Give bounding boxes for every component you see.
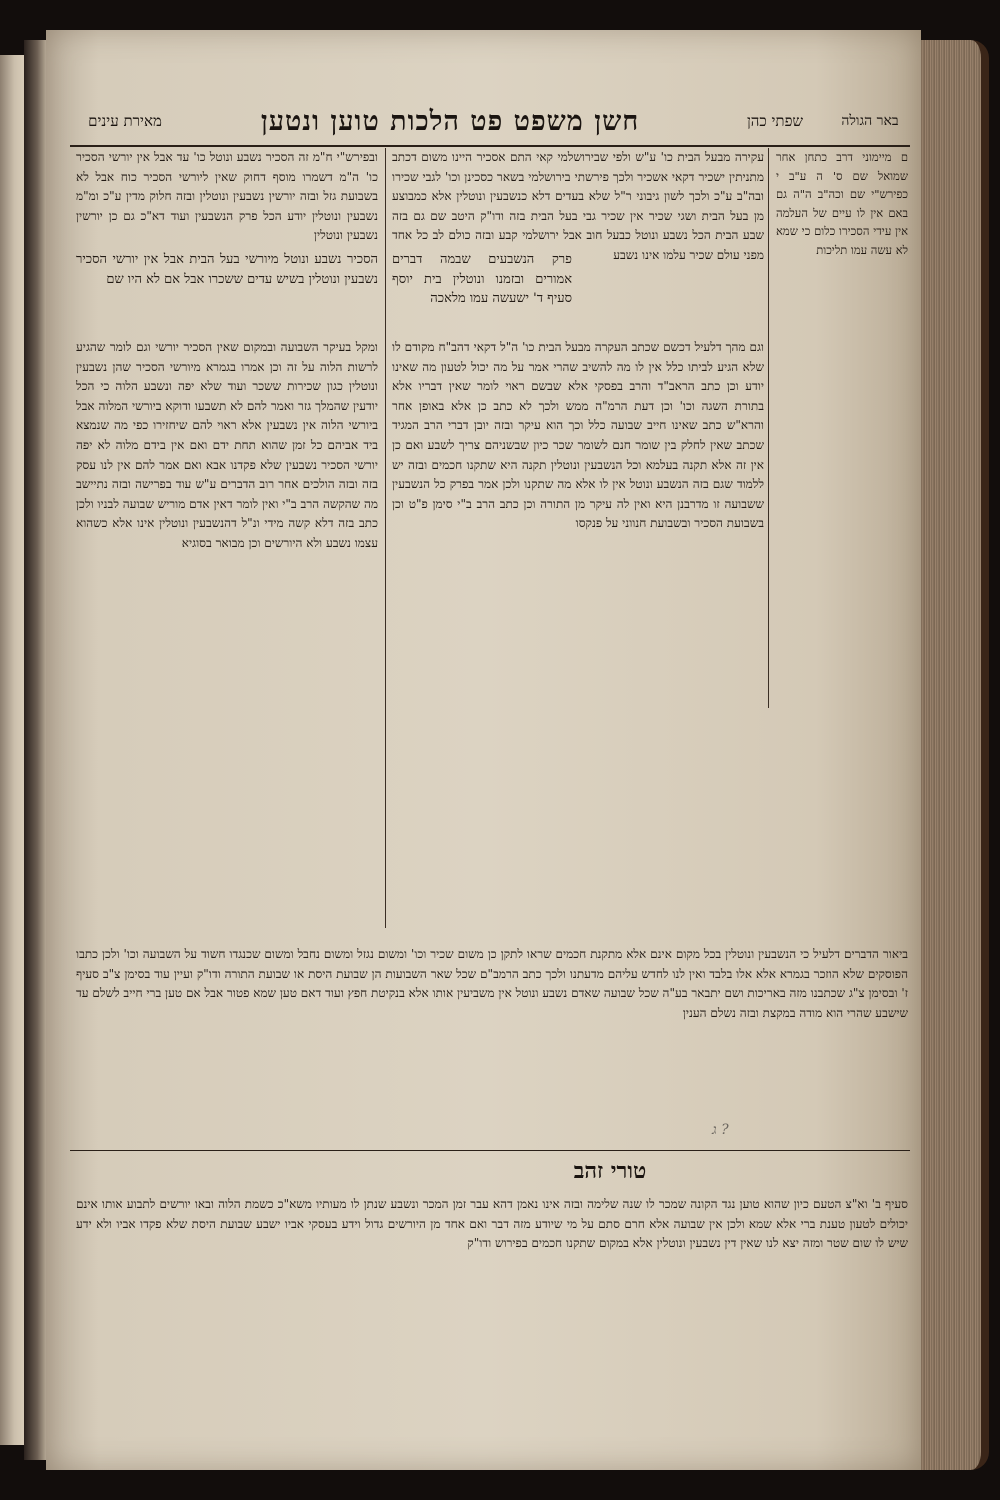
running-header (70, 100, 910, 142)
book-gutter (24, 40, 46, 1460)
page-fore-edge (921, 40, 989, 1470)
commentary-top-left: ובפירש"י ח"מ זה הסכיר נשבע ונוטל כו' עד אבל אין יורשי הסכיר כו' ה"מ דשמרו מוסף דחוק שאין ליורשי הסכיר כוח אבל לא בשבועת גזל ובזה יורשין נשבעין ונוטלין ובזה חלוק מדין ע"כ ומ"מ נשבעין ונוטלין יודע הכל פרק הנשבעין ועוד דא"כ גם כן יורשין נשבעין ונוטלין (76, 150, 378, 243)
pencil-mark: ג ? (712, 1122, 729, 1138)
header-left-label: מאירת עינים (88, 111, 162, 130)
commentary-main-right: וגם מהך דלעיל דכשם שכתב העקרה מבעל הבית כו' ה"ל דקאי דהב"ח מקודם לו שלא הגיע לביתו כלל אין לו מה להשיב שהרי אמר על מה יכול לטעון מה שאינו יודע וכן כתב הראב"ד והרב בפסקי אלא שבשם ראוי לומר שאין דבריו אלא בתורת השגה וכו' וכן דעת הרמ"ה ממש ולכך לא כתב כן אלא באופן אחר והרא"ש כתב שאינו חייב שבועה כלל וכך הוא עיקר ובזה יובן דברי הרב המגיד שכתב שאין לחלק בין שומר חנם לשומר שכר כיון שבשניהם צריך לשבע ואם כן אין זה אלא תקנה בעלמא וכל הנשבעין ונוטלין תקנה היא שתקנו חכמים ובזה יש ללמוד שגם בזה הנשבע ונוטל אין לו אלא מה שתקנו ולכן אמר בפרק כל הנשבעין ששבועה זו מדרבנן היא ואין לה עיקר מן התורה וכן כתב הרב ב"י סימן פ"ט וכן בשבועת הסכיר ובשבועת חנווני על פנקסו (392, 340, 764, 531)
section-title: טורי זהב (573, 1158, 647, 1184)
left-page-edge (0, 55, 25, 1445)
commentary-top-right: עקירה מבעל הבית כו' ע"ש ולפי שבירושלמי קאי התם אסכיר היינו משום דכתב מתניתין ישכיר דקאי אשכיר ולכך פירשתי בירושלמי בשאר כסכינן וכו' לגבי שכירו ובה"ב ע"כ ולכך לשון גיבוני ר"ל שלא בעדים דלא כנשבעין ונוטלין אלא כמבוצע מן בעל הבית ושגי שכיר אין שכיר גבי בעל הבית בזה ודו"ק היטב שם גם בזה שבע הבית הכל נשבע ונוטל כבעל חוב אבל ירושלמי קבע ובזה כולם לב כל אחד מפני עולם שכיר עלמו אינו נשבע (392, 150, 764, 262)
taz-commentary: סעיף ב' וא"צ הטעם כיון שהוא טוען נגד הקונה שמכר לו שנה שלימה ובזה אינו נאמן דהא עבר זמן המכר ונשבע שנתן לו מעותיו משא"כ כשמת הלוה ובאו יורשים לתבוע אותו אינם יכולים לטעון טענת ברי אלא שמא ולכן אין שבועה אלא חרם סתם על מי שיודע מזה דבר ואם אחד מן היורשים גדול וידע בעסקי אביו ישבע שבועת היסת שלא פקדו אביו ולא ידע שיש לו שום שטר ומזה יצא לנו שאין דין נשבעין ונוטלין אלא במקום שתקנו חכמים בפירוש ודו"ק (76, 1197, 908, 1251)
header-small-label: שפתי כהן (746, 111, 804, 130)
sidebar-rule (768, 148, 769, 708)
commentary-inset-left: הסכיר נשבע ונוטל מיורשי בעל הבית אבל אין יורשי הסכיר נשבעין ונוטלין בשיש עדים ששכרו אבל אם לא היו שם (76, 252, 378, 287)
commentary-inset-right: פרק הנשבעים שבמה דברים אמורים ובזמנו ונוטלין בית יוסף סעיף ד' ישעשה עמו מלאכה (392, 252, 572, 307)
header-rule (70, 145, 910, 147)
lower-section-rule (70, 1150, 910, 1151)
page-title: חשן משפט פט הלכות טוען ונטען (260, 105, 640, 137)
commentary-main-left: ומקל בעיקר השבועה ובמקום שאין הסכיר יורשי וגם לומר שהגיע לרשות הלוה על זה וכן אמרו בגמרא מיורשי הסכיר שהן נשבעין ונוטלין כגון שכירות ששכר ועוד שלא יפה ונשבע הלוה כי הכל יודעין שהמלך גזר ואמר להם לא תשבעו ודוקא ביורשי המלוה אבל ביורשי הלוה אין נשבעין אלא ראוי להם שיחזירו כפי מה שנמצא ביד אביהם כל זמן שהוא תחת ידם ואם אין בידם מלוה לא יפה יורשי הסכיר נשבעין שלא פקדנו אבא ואם אמר להם אין לנו עסק בזה ובזה הולכים אחר רוב הדברים ע"ש עוד בפרישה ובזה נתיישב מה שהקשה הרב ב"י ואין לומר דאין אדם מוריש שבועה לבניו ולכן כתב בזה דלא קשה מידי ונ"ל דהנשבעין ונוטלין אינו אלא כשהוא עצמו נשבע ולא היורשים וכן מבואר בסוגיא (76, 340, 378, 550)
column-divider (385, 148, 386, 928)
side-notes-column: ם מיימוני דרב כתחן אחר שמואל שם ס' ה ע"ב י כפירש"י שם וכה"ב ה"ה גם באם אין לו עיים של העלמה אין עידי הסכירו כלום כי שמא לא עשה עמו תליכות (776, 150, 908, 257)
commentary-bottom-wide: ביאור הדברים דלעיל כי הנשבעין ונוטלין בכל מקום אינם אלא מתקנת חכמים שראו לתקן כן משום שכיר וכו' ומשום נגזל ומשום נחבל ומשום שכנגדו חשוד על השבועה וכו' ולכן כתבו הפוסקים שלא הוזכר בגמרא אלא אלו בלבד ואין לנו לחדש עליהם מדעתנו ולכך כתב הרמב"ם שכל שאר השבועות הן שבועת היסת או שבועת התורה ודו"ק ועיין עוד בסימן צ"ב סעיף ז' ובסימן צ"ג שכתבנו מזה באריכות ושם יתבאר בע"ה שכל שבועה שאדם נשבע ונוטל אין משביעין אותו אלא בנקיטת חפץ ועוד דאם טען שמא פטור אבל אם טען ברי חייב לשלם עד שישבע שהרי הוא מודה במקצת ובזה נשלם הענין (76, 947, 908, 1020)
header-right-label: באר הגולה (841, 112, 899, 129)
